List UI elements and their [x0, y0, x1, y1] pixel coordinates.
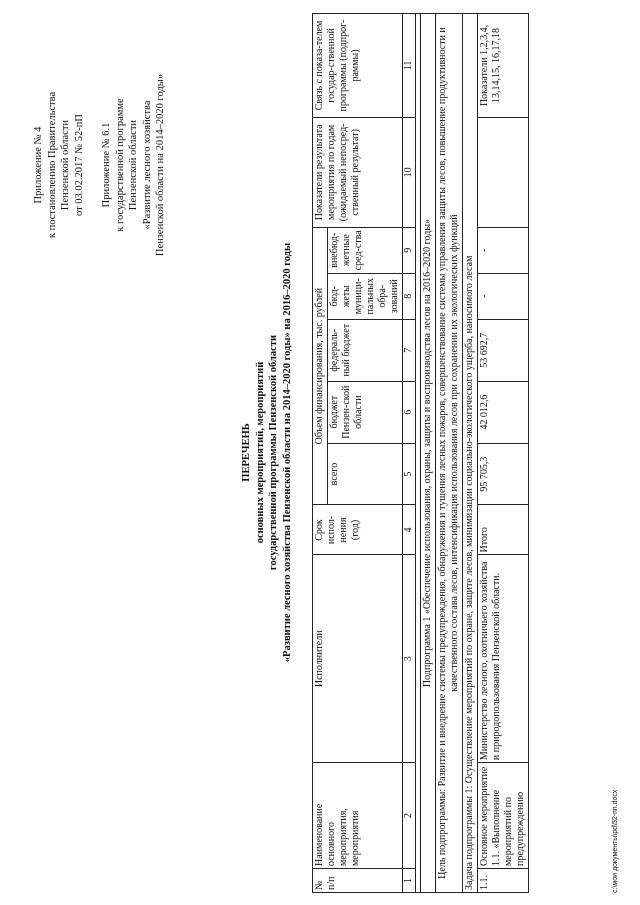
title-heading: ПЕРЕЧЕНЬ — [241, 423, 252, 482]
column-number: 7 — [403, 319, 416, 381]
column-number: 8 — [403, 273, 416, 319]
goal-row — [436, 14, 463, 893]
appendix-line: к постановлению Правительства — [46, 91, 58, 239]
subprogram-title: Подпрограмма 1 «Обеспечение использования, охраны, защиты и воспроизводства лесов на 2016–2020 годы» — [421, 14, 436, 893]
row-term: Итого — [478, 505, 529, 555]
appendix-line: Пензенской области — [60, 119, 71, 211]
column-number: 11 — [403, 14, 416, 118]
header-indicators: Показатели результата мероприятия по годам (ожидаемый непосред-ственный результат) — [313, 117, 403, 227]
header-link: Связь с показа-телем государ-ственной программы (подпрог-раммы) — [313, 14, 403, 118]
column-number: 9 — [403, 227, 416, 273]
row-offbudget: - — [478, 227, 529, 273]
appendix-4-block — [32, 15, 86, 315]
title-line: «Развитие лесного хозяйства Пензенской области на 2014–2020 годы» на 2016–2020 годы — [281, 242, 293, 663]
column-number: 5 — [403, 443, 416, 505]
subprogram-row — [421, 14, 436, 893]
subprogram-task: Задача подпрограммы 1: Осуществление мероприятий по охране, защите лесов, минимизации социально-экологического ущерба, наносимого лесам — [463, 14, 478, 893]
header-term: Срок испол-нения (год) — [313, 505, 403, 555]
header-no: № п/п — [313, 869, 403, 893]
row-total: 95 705,3 — [478, 443, 529, 505]
measures-table — [312, 13, 529, 893]
subprogram-goal: Цель подпрограммы: Развитие и внедрение системы предупреждения, обнаружения и тушения лесных пожаров, совершенствование системы управления защиты лесов, повышение продуктивности и качественного состава лесов, интенсификация использования лесов при сохранении их экологических функций — [436, 14, 463, 893]
table-row — [478, 14, 529, 893]
header-federal: федераль-ный бюджет — [328, 319, 403, 381]
header-municipal: бюд-жеты муници-пальных обра-зований — [328, 273, 403, 319]
header-funding: Объем финансирования, тыс. рублей — [313, 227, 328, 505]
appendix-line: от 03.02.2017 № 52-пП — [73, 113, 85, 217]
appendix-line: Приложение № 6.1 — [101, 122, 112, 208]
appendix-line: к государственной программе — [114, 98, 126, 232]
appendix-line: «Развитие лесного хозяйства — [141, 100, 153, 230]
row-indicators — [478, 117, 529, 227]
header-regional: бюджет Пензен-ской области — [328, 381, 403, 443]
appendix-line: Приложение № 4 — [33, 126, 44, 204]
row-no: 1.1. — [478, 869, 529, 893]
row-municipal: - — [478, 273, 529, 319]
row-link: Показатели 1,2,3,4, 13,14,15, 16,17,18 — [478, 14, 529, 118]
column-number: 10 — [403, 117, 416, 227]
title-line: основных мероприятий, мероприятий — [254, 361, 266, 544]
column-number: 6 — [403, 381, 416, 443]
row-regional: 42 012,6 — [478, 381, 529, 443]
appendix-6-1-block — [100, 15, 168, 315]
title-line: государственной программы Пензенской области — [268, 334, 279, 571]
file-path-footer: c:\мои документы\pd\52-пп.docx — [612, 789, 619, 893]
column-number-row — [403, 14, 416, 893]
column-number: 4 — [403, 505, 416, 555]
document-title — [240, 0, 294, 905]
header-offbudget: внебюд-жетные сред-ства — [328, 227, 403, 273]
header-total: всего — [328, 443, 403, 505]
column-number: 1 — [403, 869, 416, 893]
task-row — [463, 14, 478, 893]
appendix-line: Пензенской области на 2014–2020 годы» — [155, 73, 166, 257]
column-number: 2 — [403, 763, 416, 869]
row-name: Основное мероприятие 1.1. «Выполнение мероприятий по предупреждению — [478, 763, 529, 869]
header-name: Наименование основного мероприятия, мероприятия — [313, 763, 403, 869]
header-executors: Исполнители — [313, 555, 403, 763]
row-executors: Министерство лесного, охотничьего хозяйства и природопользования Пензенской области. — [478, 555, 529, 763]
column-number: 3 — [403, 555, 416, 763]
row-federal: 53 692,7 — [478, 319, 529, 381]
appendix-line: Пензенской области — [128, 119, 139, 211]
